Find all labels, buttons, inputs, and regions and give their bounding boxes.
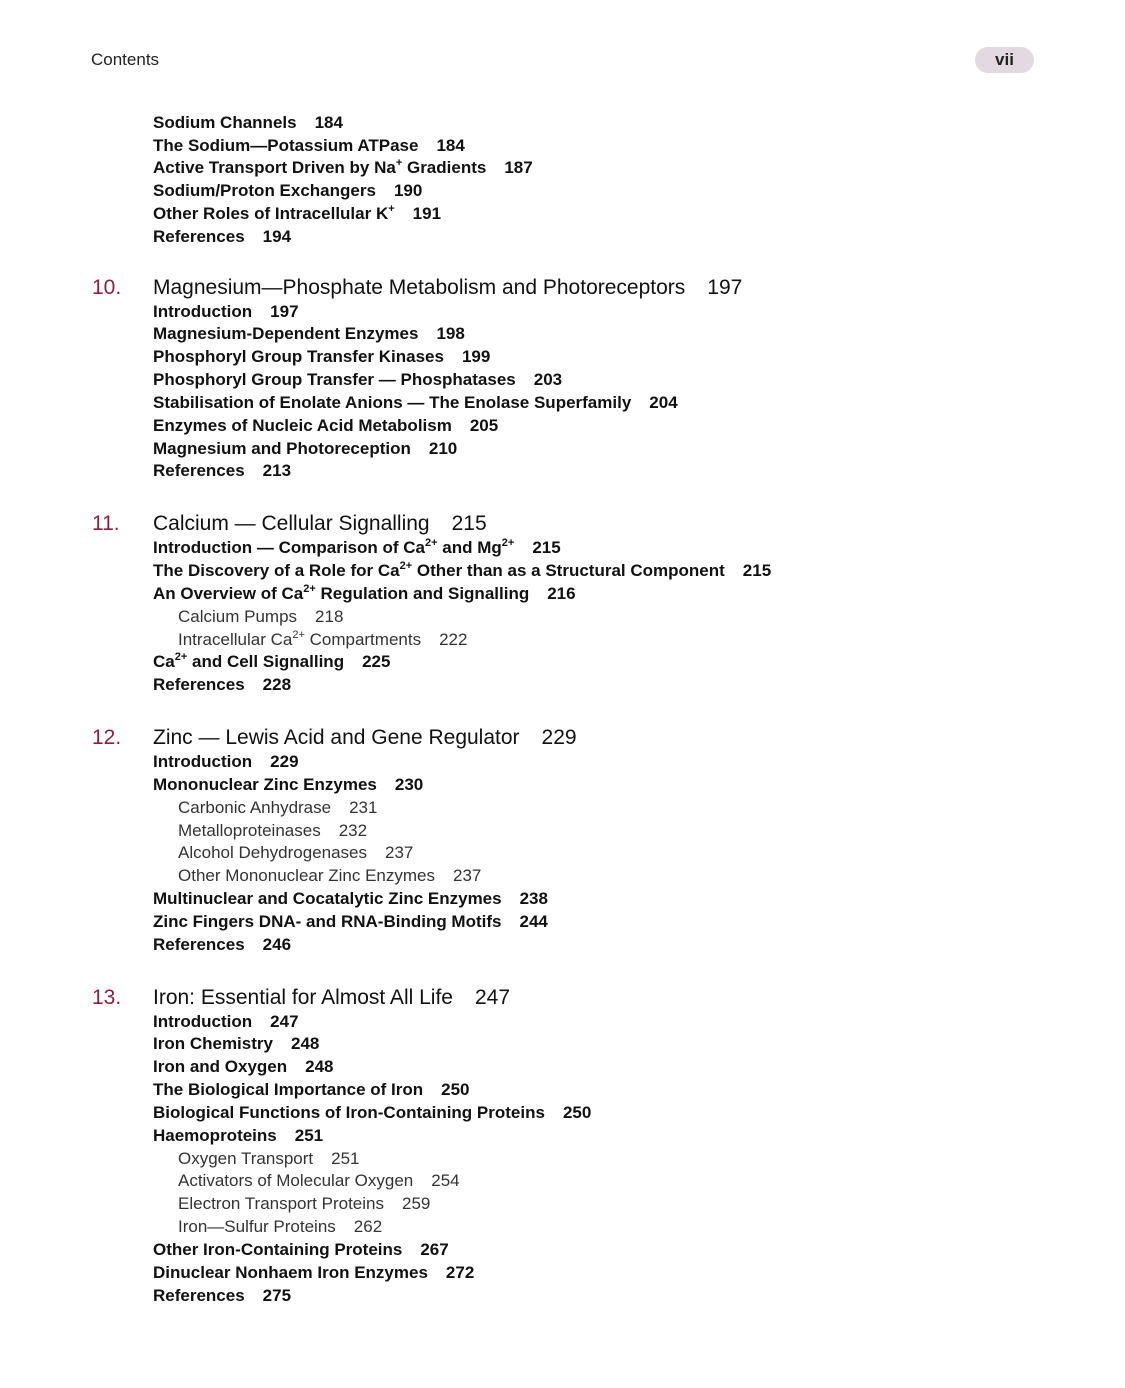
toc-entry-references[interactable]: References 228 [153, 675, 292, 694]
toc-subentry[interactable]: Other Mononuclear Zinc Enzymes 237 [178, 866, 482, 885]
page-header [0, 0, 1125, 90]
toc-entry[interactable]: Mononuclear Zinc Enzymes 230 [153, 775, 424, 794]
toc-entry-references[interactable]: References 213 [153, 461, 292, 480]
toc-entry[interactable]: Iron Chemistry 248 [153, 1034, 320, 1053]
toc-entry[interactable]: Sodium Channels 184 [153, 113, 343, 132]
toc-entry-references[interactable]: References 194 [153, 227, 292, 246]
toc-subentry[interactable]: Carbonic Anhydrase 231 [178, 798, 378, 817]
page-number-badge: vii [975, 47, 1034, 73]
toc-entry[interactable]: Phosphoryl Group Transfer Kinases 199 [153, 347, 491, 366]
toc-subentry[interactable]: Oxygen Transport 251 [178, 1149, 360, 1168]
toc-entry[interactable]: Magnesium and Photoreception 210 [153, 439, 458, 458]
toc-entry[interactable]: Sodium/Proton Exchangers 190 [153, 181, 423, 200]
toc-entry[interactable]: Haemoproteins 251 [153, 1126, 324, 1145]
chapter-title[interactable]: Calcium — Cellular Signalling 215 [153, 512, 487, 535]
toc-entry[interactable]: Multinuclear and Cocatalytic Zinc Enzymes 238 [153, 889, 548, 908]
toc-entry[interactable]: Other Iron-Containing Proteins 267 [153, 1240, 449, 1259]
toc-entry[interactable]: Biological Functions of Iron-Containing Proteins 250 [153, 1103, 592, 1122]
toc-entry[interactable]: Introduction 229 [153, 752, 299, 771]
toc-entry[interactable]: Introduction 247 [153, 1012, 299, 1031]
toc-entry[interactable]: Stabilisation of Enolate Anions — The Enolase Superfamily 204 [153, 393, 678, 412]
chapter-number: 10. [92, 276, 122, 299]
toc-entry[interactable]: Other Roles of Intracellular K+ 191 [153, 203, 442, 223]
toc-entry[interactable]: $Ca^{2+}$ and Cell Signalling 225 [153, 651, 391, 671]
chapter-title[interactable]: Zinc — Lewis Acid and Gene Regulator 229 [153, 726, 577, 749]
toc-entry[interactable]: Active Transport Driven by Na+ Gradients 187 [153, 157, 533, 177]
toc-subentry[interactable]: Intracellular $Ca^{2+}$ Compartments 222 [178, 629, 468, 649]
toc-entry[interactable]: Iron and Oxygen 248 [153, 1057, 334, 1076]
toc-subentry[interactable]: Calcium Pumps 218 [178, 607, 344, 626]
toc-subentry[interactable]: Metalloproteinases 232 [178, 821, 368, 840]
toc-subentry[interactable]: Iron—Sulfur Proteins 262 [178, 1217, 383, 1236]
toc-entry-references[interactable]: References 246 [153, 935, 292, 954]
toc-entry[interactable]: An Overview of $Ca^{2+}$ Regulation and Signalling 216 [153, 583, 576, 603]
toc-entry[interactable]: Enzymes of Nucleic Acid Metabolism 205 [153, 416, 499, 435]
chapter-title[interactable]: Magnesium—Phosphate Metabolism and Photoreceptors 197 [153, 276, 743, 299]
chapter-number: 13. [92, 986, 122, 1009]
chapter-title[interactable]: Iron: Essential for Almost All Life 247 [153, 986, 511, 1009]
chapter-number: 12. [92, 726, 122, 749]
toc-entry[interactable]: Introduction 197 [153, 302, 299, 321]
chapter-number: 11. [92, 512, 120, 535]
toc-entry[interactable]: The Sodium—Potassium ATPase 184 [153, 136, 465, 155]
toc-entry[interactable]: Magnesium-Dependent Enzymes 198 [153, 324, 465, 343]
toc-entry[interactable]: Dinuclear Nonhaem Iron Enzymes 272 [153, 1263, 475, 1282]
toc-subentry[interactable]: Electron Transport Proteins 259 [178, 1194, 431, 1213]
toc-entry[interactable]: Phosphoryl Group Transfer — Phosphatases 203 [153, 370, 563, 389]
toc-entry[interactable]: The Discovery of a Role for $Ca^{2+}$ Other than as a Structural Component 215 [153, 560, 772, 580]
toc-subentry[interactable]: Alcohol Dehydrogenases 237 [178, 843, 414, 862]
running-header-title: Contents [91, 50, 160, 69]
toc-entry[interactable]: The Biological Importance of Iron 250 [153, 1080, 470, 1099]
toc-entry[interactable]: Introduction — Comparison of $Ca^{2+}$ and $Mg^{2+}$ 215 [153, 537, 561, 557]
toc-entry-references[interactable]: References 275 [153, 1286, 292, 1305]
toc-entry[interactable]: Zinc Fingers DNA- and RNA-Binding Motifs 244 [153, 912, 548, 931]
toc-subentry[interactable]: Activators of Molecular Oxygen 254 [178, 1171, 460, 1190]
